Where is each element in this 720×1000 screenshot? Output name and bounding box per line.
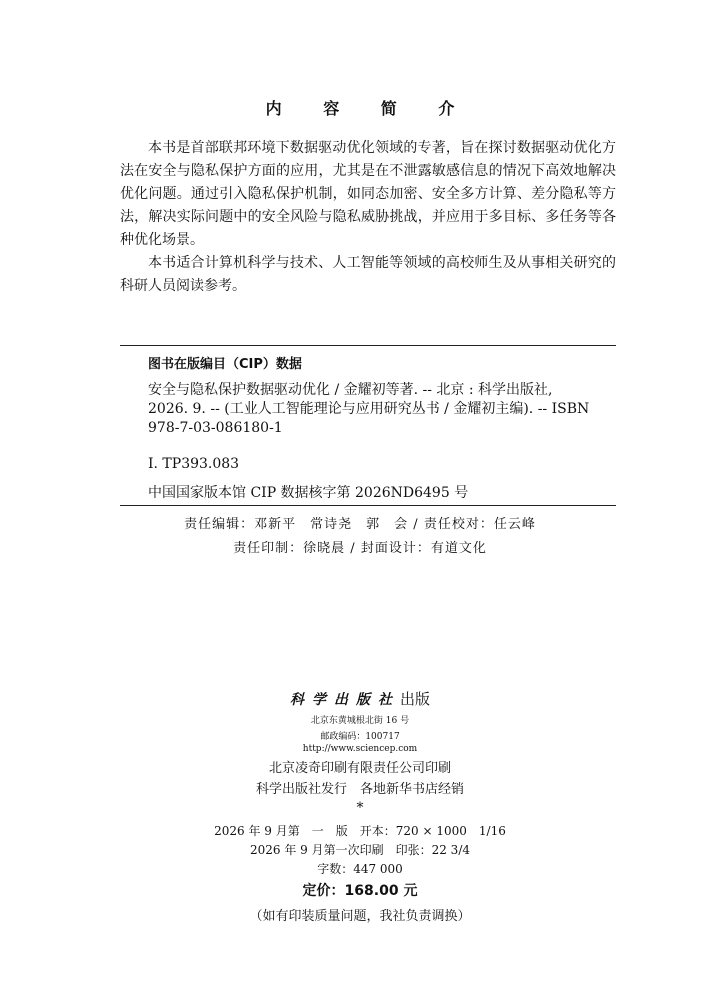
cip-bottom-divider xyxy=(120,505,616,506)
publisher-name xyxy=(0,688,720,709)
page-title: 内 容 简 介 xyxy=(265,99,473,118)
cip-heading: 图书在版编目（CIP）数据 xyxy=(148,357,302,372)
publisher-url: http://www.sciencep.com xyxy=(302,744,418,754)
intro-paragraph-1: 本书是首部联邦环境下数据驱动优化领域的专著，旨在探讨数据驱动优化方法在安全与隐私保护方面的应用，尤其是在不泄露敏感信息的情况下高效地解决优化问题。通过引入隐私保护机制，如同态加密、安全多方计算、差分隐私等方法，解决实际问题中的安全风险与隐私威胁挑战，并应用于多目标、多任务等各种优化场景。 xyxy=(120,140,616,248)
cip-record xyxy=(148,381,616,438)
intro-paragraph-2: 本书适合计算机科学与技术、人工智能等领域的高校师生及从事相关研究的科研人员阅读参考。 xyxy=(120,255,616,294)
price-line: 定价：168.00 元 xyxy=(302,883,418,899)
publisher-suffix: 出版 xyxy=(399,690,430,708)
editors-line-1: 责任编辑：邓新平 常诗尧 郭 会 / 责任校对：任云峰 xyxy=(184,517,536,532)
edition-line: 2026 年 9 月第 一 版 开本：720 × 1000 1/16 xyxy=(214,824,506,838)
publisher-address: 北京东黄城根北街 16 号 xyxy=(310,716,410,726)
cip-line-3: 978-7-03-086180-1 xyxy=(148,420,283,436)
intro-section xyxy=(120,137,616,298)
publisher-postcode: 邮政编码：100717 xyxy=(320,732,400,742)
cip-top-divider xyxy=(120,345,616,346)
editors-line-2: 责任印制：徐晓晨 / 封面设计：有道文化 xyxy=(233,541,487,556)
word-count-line: 字数：447 000 xyxy=(317,862,403,876)
cip-line-2: 2026. 9. -- (工业人工智能理论与应用研究丛书 / 金耀初主编). -- ISBN xyxy=(148,401,590,417)
cip-line-1: 安全与隐私保护数据驱动优化 / 金耀初等著. -- 北京 : 科学出版社, xyxy=(148,382,553,398)
publisher-logo: 科学出版社 xyxy=(289,692,400,708)
distribution-line: 科学出版社发行 各地新华书店经销 xyxy=(255,782,464,797)
cip-heading-block xyxy=(148,355,616,374)
cip-record-number: 中国国家版本馆 CIP 数据核字第 2026ND6495 号 xyxy=(148,485,469,501)
printer-line: 北京凌奇印刷有限责任公司印刷 xyxy=(268,761,451,776)
editors-block xyxy=(0,513,720,561)
cip-classification: Ⅰ. TP393.083 xyxy=(148,456,240,472)
printing-line: 2026 年 9 月第一次印刷 印张：22 3/4 xyxy=(249,843,470,857)
separator-star: * xyxy=(356,800,364,816)
quality-note: （如有印装质量问题，我社负责调换） xyxy=(249,909,471,924)
